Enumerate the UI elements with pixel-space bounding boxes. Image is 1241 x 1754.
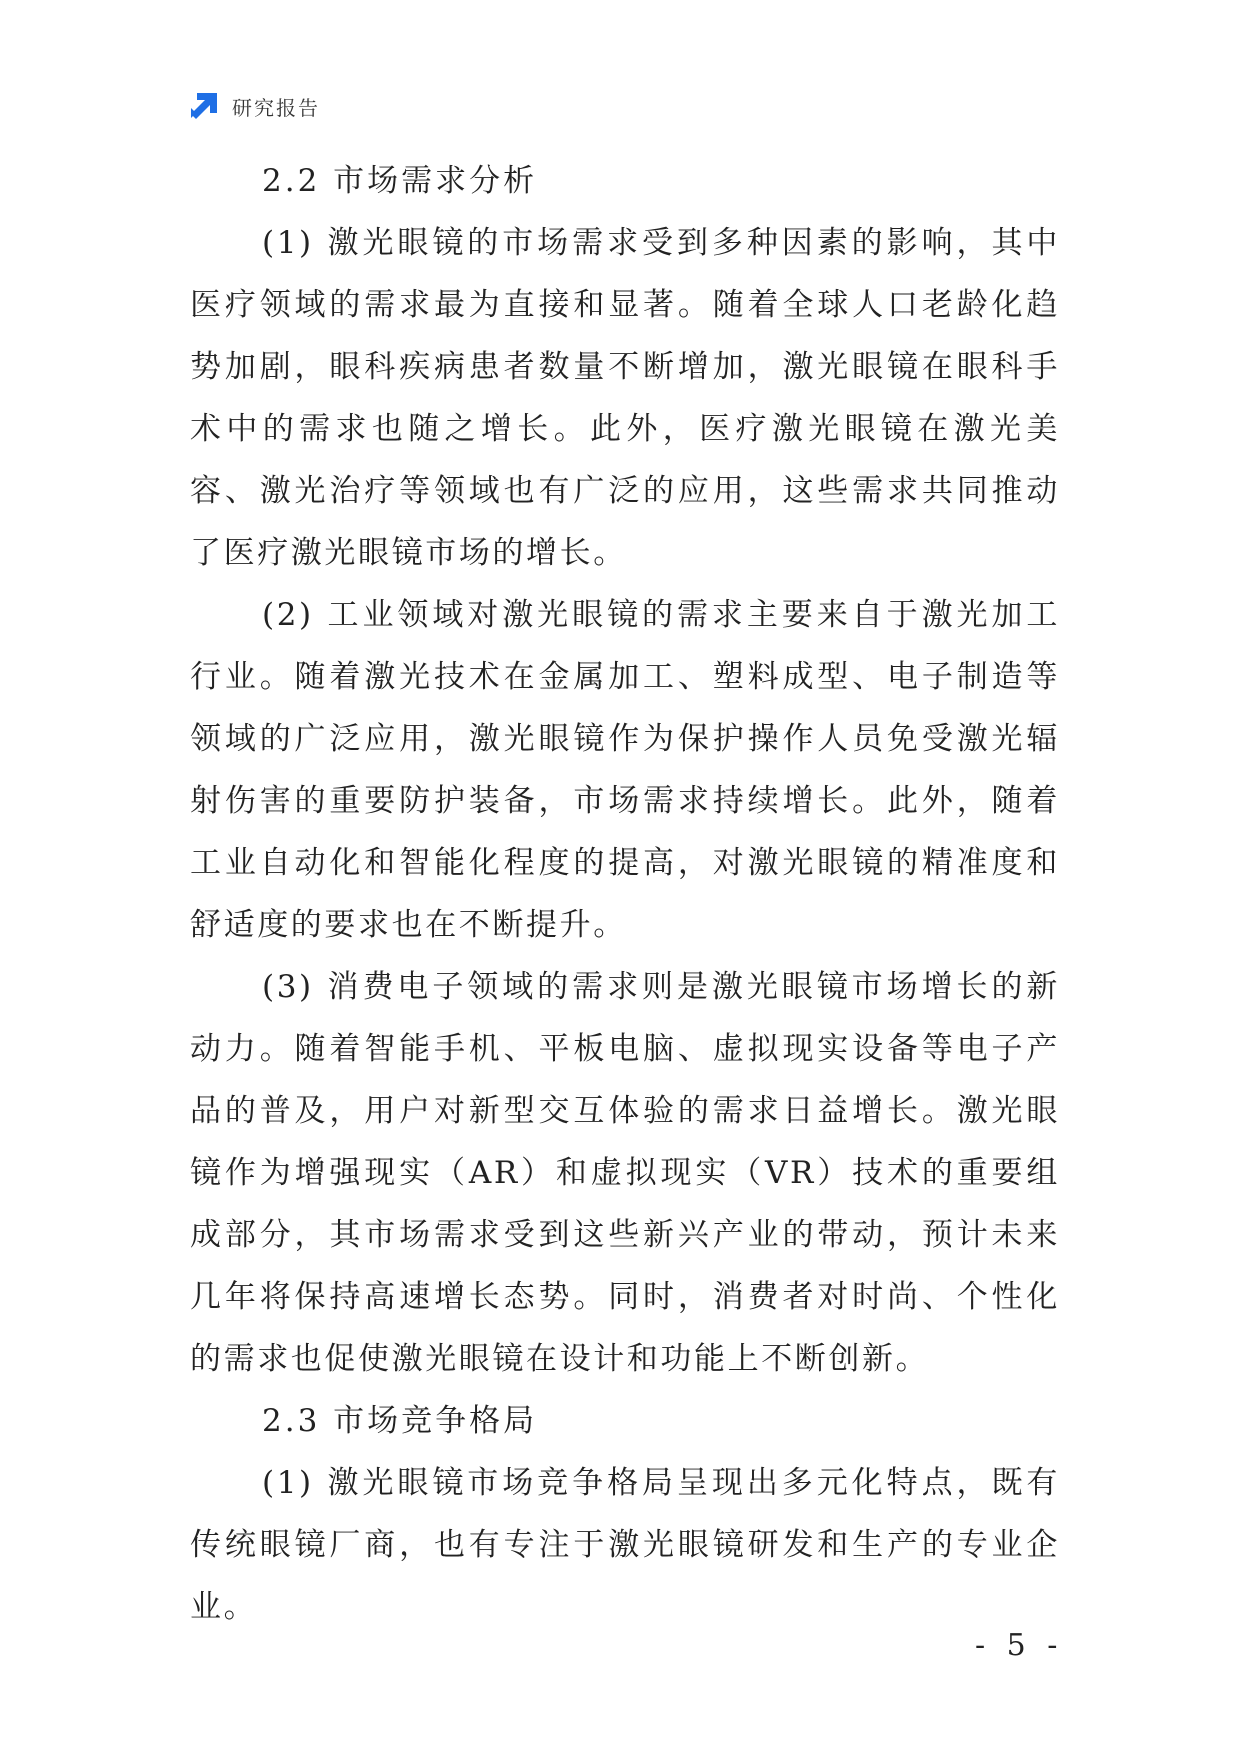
arrow-logo-icon — [188, 90, 220, 122]
page-number: - 5 - — [975, 1628, 1064, 1663]
paragraph-2-2-3: (3) 消费电子领域的需求则是激光眼镜市场增长的新动力。随着智能手机、平板电脑、虚拟现实设备等电子产品的普及，用户对新型交互体验的需求日益增长。激光眼镜作为增强现实（AR）和虚拟现实（VR）技术的重要组成部分，其市场需求受到这些新兴产业的带动，预计未来几年将保持高速增长态势。同时，消费者对时尚、个性化的需求也促使激光眼镜在设计和功能上不断创新。 — [190, 969, 1060, 1377]
section-heading-2-3: 2.3 市场竞争格局 — [262, 1403, 538, 1439]
paragraph-2-2-1: (1) 激光眼镜的市场需求受到多种因素的影响，其中医疗领域的需求最为直接和显著。随着全球人口老龄化趋势加剧，眼科疾病患者数量不断增加，激光眼镜在眼科手术中的需求也随之增长。此外，医疗激光眼镜在激光美容、激光治疗等领域也有广泛的应用，这些需求共同推动了医疗激光眼镜市场的增长。 — [190, 225, 1060, 571]
section-heading-2-2: 2.2 市场需求分析 — [262, 163, 538, 199]
header-title: 研究报告 — [232, 95, 320, 120]
report-header — [188, 90, 320, 122]
document-body — [190, 150, 1060, 1638]
paragraph-2-3-1: (1) 激光眼镜市场竞争格局呈现出多元化特点，既有传统眼镜厂商，也有专注于激光眼镜研发和生产的专业企业。 — [190, 1465, 1060, 1625]
paragraph-2-2-2: (2) 工业领域对激光眼镜的需求主要来自于激光加工行业。随着激光技术在金属加工、塑料成型、电子制造等领域的广泛应用，激光眼镜作为保护操作人员免受激光辐射伤害的重要防护装备，市场需求持续增长。此外，随着工业自动化和智能化程度的提高，对激光眼镜的精准度和舒适度的要求也在不断提升。 — [190, 597, 1060, 943]
